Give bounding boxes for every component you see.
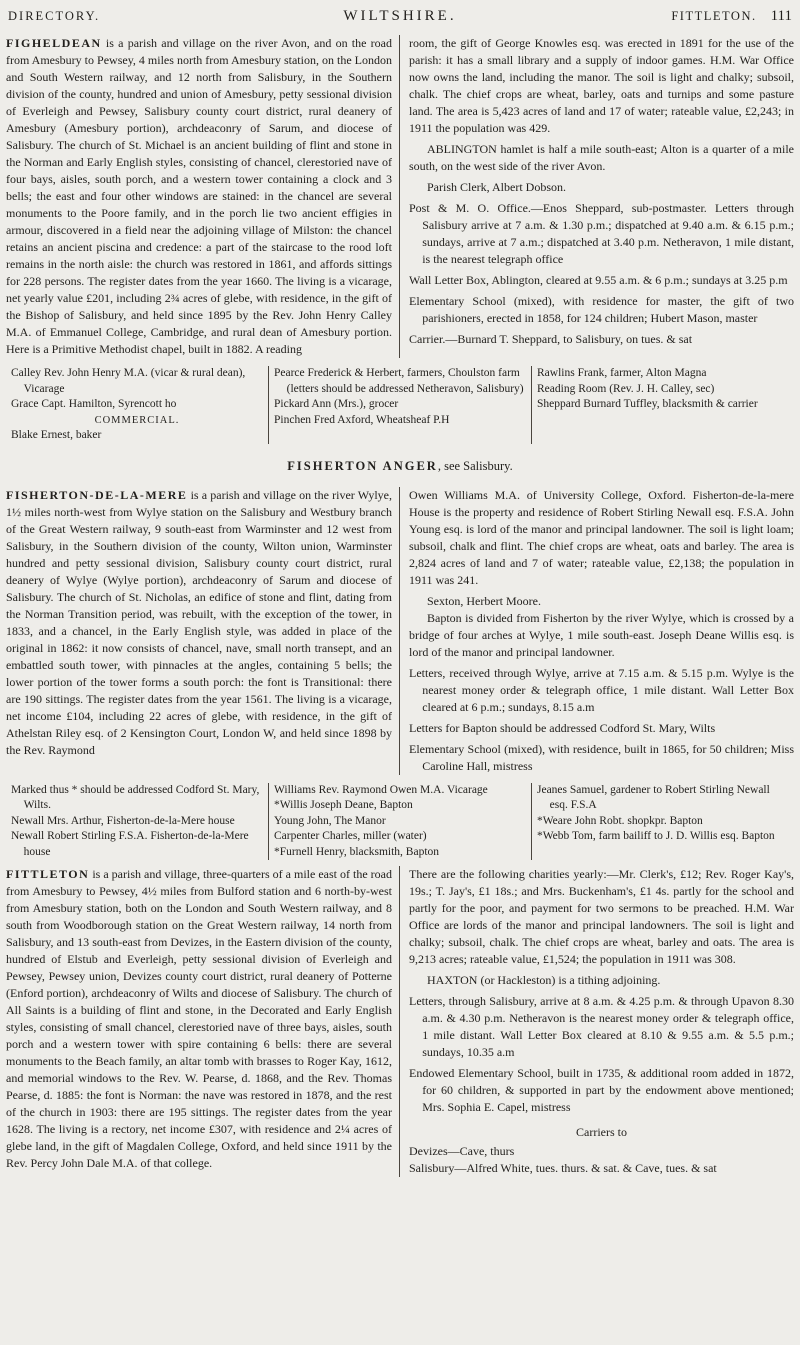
directory-entry: Blake Ernest, baker [11,429,102,441]
running-head-title: WILTSHIRE. [343,8,457,24]
sexton-line: Sexton, Herbert Moore. [427,593,541,608]
directory-entry: Jeanes Samuel, gardener to Robert Stirling Newall esq. F.S.A [537,783,770,811]
directory-entry: Reading Room (Rev. J. H. Calley, sec) [537,382,715,395]
directory-entry: Sheppard Burnard Tuffley, blacksmith & carrier [537,398,758,410]
fittleton-description [6,866,392,1172]
endowed-school-paragraph: Endowed Elementary School, built in 1735, & additional room added in 1872, for 60 children, & supported in part by the endowment above mentioned; Mrs. Sophia E. Capel, mistress [409,1066,794,1114]
commercial-subheading: COMMERCIAL. [94,414,180,426]
figheldean-directory-list [6,366,794,444]
charities-paragraph: There are the following charities yearly:—Mr. Clerk's, £12; Rev. Roger Kay's, 19s.; T. Jay's, £1 18s.; and Mrs. Buckenham's, £1 4s. partly for the school and partly for the poor, and payment for two sermons to be preached. H.M. War Office are lords of the manor and principal landowners. The soil is light and chalky; subsoil, chalk. The chief crops are wheat, barley and oats. The area is 9,213 acres; rateable value, £1,524; the population in 1911 was 308. [409,867,794,966]
fisherton-headword: FISHERTON-DE-LA-MERE [6,487,188,502]
marked-thus-note: Marked thus * should be addressed Codford St. Mary, Wilts. [11,783,260,811]
elementary-school-paragraph: Elementary School (mixed), with residence, built in 1865, for 50 children; Miss Caroline Hall, mistress [409,741,794,773]
directory-entry: Pickard Ann (Mrs.), grocer [274,398,399,410]
directory-entry: Young John, The Manor [274,814,386,827]
directory-entry: *Weare John Robt. shopkpr. Bapton [537,814,703,827]
figheldean-headword: FIGHELDEAN [6,36,102,50]
figheldean-body-text: is a parish and village on the river Avon, and on the road from Amesbury to Pewsey, 4 miles north from Amesbury station, on the London and South Western railway, and 12 north from Salisbury, in the Southern division of the county, hundred and union of Amesbury, petty sessional division of Everleigh and Pewsey, Salisbury county court district, rural deanery of Amesbury (Amesbury portion), archdeaconry of Sarum, and diocese of Salisbury. The church of St. Michael is an ancient building of flint and stone in the Norman and Early English styles, consisting of chancel, clerestoried nave of four bays, aisles, south porch, and a western tower containing a clock and 3 bells; the east and four other windows are stained: in the chancel are several monuments to the Poore family, and in the porch lie two ancient effigies in armour, discovered in a field near the adjoining village of Milston: the chancel retains an ancient piscina and credence: a part of the staircase to the rood loft remains in the north aisle: the church was restored in 1861, and affords sittings for 228 persons. The register dates from the year 1660. The living is a vicarage, net yearly value £201, including 2¾ acres of glebe, with residence, in the gift of the Bishop of Salisbury, and held since 1895 by the Rev. John Henry Calley M.A. of Emmanuel College, Cambridge, and rural dean of Amesbury portion. Here is a Primitive Methodist chapel, built in 1882. A reading [6,36,393,356]
directory-column-1 [6,366,268,444]
directory-column-3 [531,783,794,861]
ablington-paragraph: ABLINGTON hamlet is half a mile south-east; Alton is a quarter of a mile south, on the west side of the river Avon. [409,142,794,173]
figheldean-section [6,35,794,358]
letters-paragraph: Letters, through Salisbury, arrive at 8 a.m. & 4.25 p.m. & through Upavon 8.30 a.m. & 4.30 p.m. Netheravon is the nearest money order & telegraph office, 1 mile distant. Wall Letter Box cleared at 8.10 & 9.55 a.m. & 5.5 p.m.; sundays, 10.35 a.m [409,994,794,1059]
carrier-devizes-line: Devizes—Cave, thurs [409,1144,515,1158]
running-head-right [592,8,792,25]
fisherton-section [6,487,794,775]
fittleton-body-text: is a parish and village, three-quarters of a mile east of the road from Amesbury to Pewsey, 4½ miles from Bulford station and 6 north-by-west from Amesbury station, both on the London and South Western railway, and 8 south from Woodborough station on the Great Western railway, 14 north from Salisbury, and 13 south-east from Devizes, in the Eastern division of the county, hundred of Elstub and Everleigh, petty sessional division of Everleigh and Pewsey, Pewsey union, Devizes county court district, rural deanery of Potterne (Enford portion), archdeaconry of Wilts and diocese of Salisbury. The church of All Saints is a building of flint and stone, in the Decorated and Early English styles, consisting of small chancel, clerestoried nave of three bays, aisles, south porch and a western tower with spire containing 6 bells: there are several monuments to the Beach family, an altar tomb with brasses to Roger Kay, 1612, and memorial windows to the Rev. W. Pearse, d. 1868, and the Rev. Thomas Pearse, d. 1885: the font is Norman: the nave was restored in 1878, and the rest of the church in 1903: there are 195 sittings. The register dates from the year 1628. The living is a rectory, net income £307, with residence and 2¼ acres of glebe land, in the gift of Magdalen College, Oxford, and held since 1911 by the Rev. Percy John Dale M.A. of that college. [6,867,392,1170]
fisherton-left-column [6,487,392,775]
directory-entry: Calley Rev. John Henry M.A. (vicar & rural dean), Vicarage [11,367,246,395]
wall-letter-box-paragraph: Wall Letter Box, Ablington, cleared at 9.55 a.m. & 6 p.m.; sundays at 3.25 p.m [409,273,788,287]
fittleton-left-column [6,866,392,1177]
parish-clerk-line: Parish Clerk, Albert Dobson. [427,180,566,194]
directory-column-1 [6,783,268,861]
fisherton-anger-see: , see Salisbury. [437,458,513,473]
fisherton-body-text: is a parish and village on the river Wylye, 1½ miles north-west from Wylye station on the Salisbury and Westbury branch of the Great Western railway, 9 south-east from Warminster and 12 west from Salisbury, in the Southern division of the county, Wilton union, Warminster hundred and petty sessional division, Salisbury county court district, rural deanery of Wylye (Wylye portion), archdeaconry of Sarum and diocese of Salisbury. The church of St. Nicholas, an edifice of stone and flint, dating from the Norman Transition period, was rebuilt, with the exception of the tower, in 1833, and a chancel, in the Early English style, was added in place of the original in 1862: it now consists of chancel, nave, small north transept, and an embattled south tower, with pinnacles at the angles, containing 5 bells; the lower portion of the tower forms a south porch: the font is Transitional: there are 190 sittings. The register dates from the year 1561. The living is a vicarage, net income £104, including 22 acres of glebe, with residence, in the gift of Athelstan Riley esq. of 2 Kensington Court, London W, and held since 1898 by the Rev. Raymond [6,487,393,757]
directory-entry: Williams Rev. Raymond Owen M.A. Vicarage [274,783,488,796]
carrier-salisbury-line: Salisbury—Alfred White, tues. thurs. & sat. & Cave, tues. & sat [409,1161,717,1175]
fisherton-continuation: Owen Williams M.A. of University College, Oxford. Fisherton-de-la-mere House is the property and residence of Robert Stirling Newall esq. F.S.A. John Young esq. is lord of the manor and principal landowner. The soil is light loam; subsoil, chalk and flint. The chief crops are wheat, oats and barley. The area is 2,824 acres of land and 7 of water; rateable value, £2,138; the population in 1911 was 241. [409,487,794,587]
fittleton-section [6,866,794,1177]
fisherton-description [6,487,392,759]
fisherton-anger-crossref [6,458,794,475]
directory-entry: Pinchen Fred Axford, Wheatsheaf P.H [274,413,450,426]
directory-column-3 [531,366,794,444]
post-office-paragraph: Post & M. O. Office.—Enos Sheppard, sub-postmaster. Letters through Salisbury arrive at 7 a.m. & 1.30 p.m.; dispatched at 9.40 a.m. & 6.15 p.m.; sundays, arrive at 7 a.m.; dispatched at 3.40 p.m. Netheravon, 1 mile distant, is the nearest telegraph office [409,201,794,266]
directory-entry: Pearce Frederick & Herbert, farmers, Choulston farm (letters should be addressed Netheravon, Salisbury) [274,367,524,395]
fisherton-directory-list [6,783,794,861]
fisherton-right-column [399,487,794,775]
fittleton-headword: FITTLETON [6,867,90,881]
figheldean-left-column [6,35,392,358]
carriers-heading: Carriers to [576,1125,627,1139]
directory-entry: *Webb Tom, farm bailiff to J. D. Willis esq. Bapton [537,830,775,842]
elementary-school-paragraph: Elementary School (mixed), with residence for master, the gift of two parishioners, erected in 1858, for 124 children; Hubert Mason, master [409,294,794,325]
haxton-paragraph: HAXTON (or Hackleston) is a tithing adjoining. [427,973,661,987]
directory-entry: *Furnell Henry, blacksmith, Bapton [274,845,440,858]
directory-column-2 [268,783,531,861]
directory-entry: Newall Mrs. Arthur, Fisherton-de-la-Mere house [11,814,235,827]
running-head-parish: FITTLETON. [671,9,757,23]
carrier-paragraph: Carrier.—Burnard T. Sheppard, to Salisbury, on tues. & sat [409,332,693,346]
letters-paragraph: Letters, received through Wylye, arrive at 7.15 a.m. & 5.15 p.m. Wylye is the nearest money order & telegraph office, 1 mile distant. Wall Letter Box cleared at 6 p.m.; sundays, 8.15 a.m [409,665,794,714]
figheldean-description [6,35,392,358]
bapton-paragraph: Bapton is divided from Fisherton by the river Wylye, which is crossed by a bridge of four arches at Wylye, 1 mile south-east. Joseph Deane Willis esq. is lord of the manor and principal landowner. [409,610,794,659]
page-number: 111 [770,8,792,24]
fisherton-anger-name: FISHERTON ANGER [287,458,438,473]
letters-bapton-paragraph: Letters for Bapton should be addressed Codford St. Mary, Wilts [409,720,716,735]
figheldean-right-column [399,35,794,358]
figheldean-continuation: room, the gift of George Knowles esq. was erected in 1891 for the use of the parish: it has a small library and a supply of indoor games. H.M. War Office now owns the land, including the manor. The soil is light and chalky; subsoil, chalk. The chief crops are wheat, barley, oats and turnips and some pasture land. The area is 5,423 acres of land and 17 of water; rateable value, £2,243; in 1911 the population was 429. [409,36,794,135]
directory-entry: *Willis Joseph Deane, Bapton [274,799,413,811]
running-head-left: DIRECTORY. [8,9,101,23]
directory-column-2 [268,366,531,444]
directory-entry: Rawlins Frank, farmer, Alton Magna [537,367,707,379]
directory-entry: Newall Robert Stirling F.S.A. Fisherton-de-la-Mere house [11,830,249,858]
directory-entry: Carpenter Charles, miller (water) [274,830,427,842]
directory-entry: Grace Capt. Hamilton, Syrencott ho [11,398,177,410]
fittleton-right-column [399,866,794,1177]
running-head [8,8,792,25]
